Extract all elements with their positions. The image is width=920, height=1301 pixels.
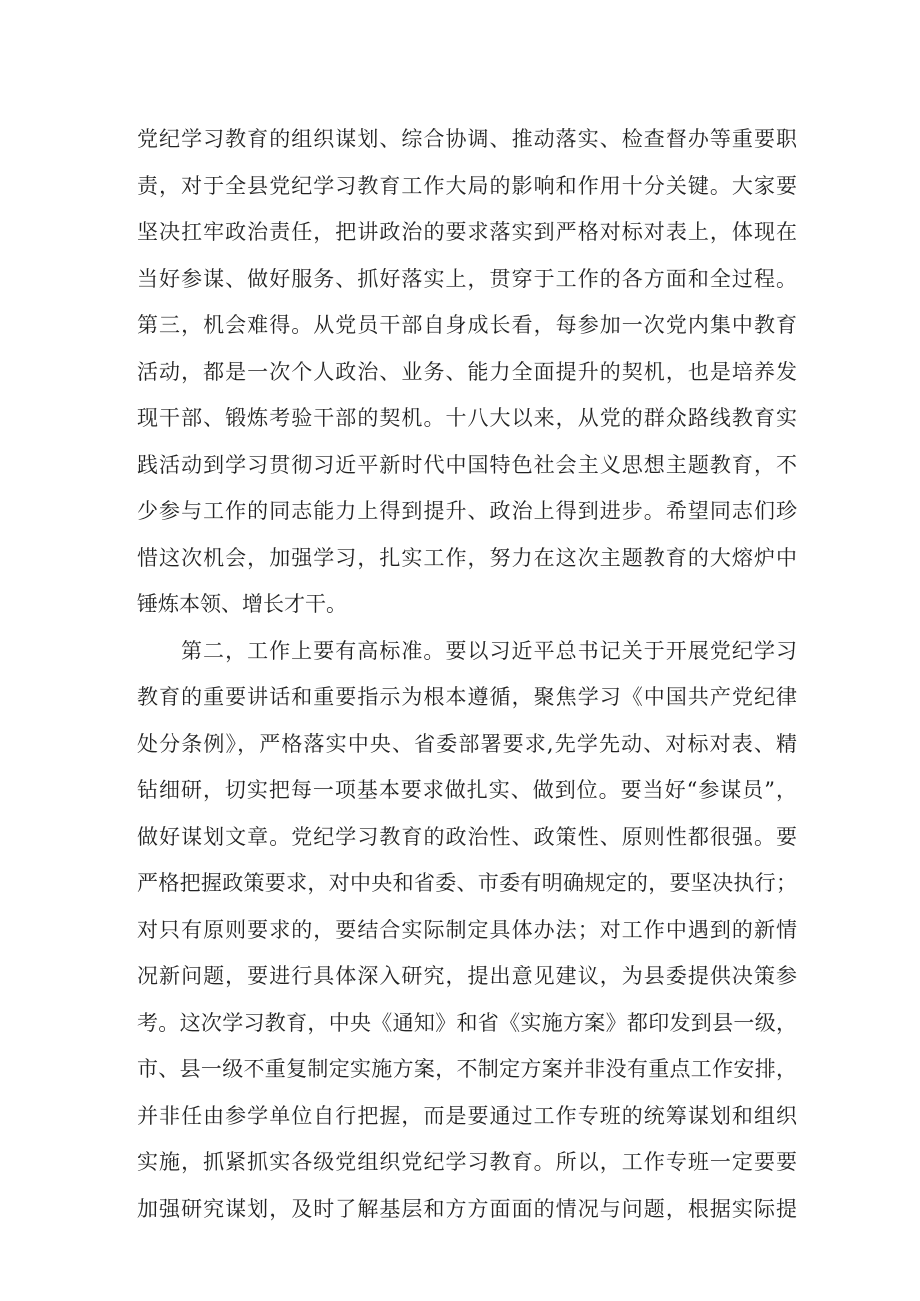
text-line: 并非任由参学单位自行把握，而是要通过工作专班的统筹谋划和组织 [137, 1103, 797, 1128]
paragraph-2 [137, 628, 797, 1233]
text-line: 市、县一级不重复制定实施方案，不制定方案并非没有重点工作安排， [137, 1057, 797, 1081]
text-line: 教育的重要讲话和重要指示为根本遵循，聚焦学习《中国共产党纪律 [137, 685, 797, 709]
text-line: 实施，抓紧抓实各级党组织党纪学习教育。所以，工作专班一定要要 [137, 1150, 797, 1174]
text-line: 当好参谋、做好服务、抓好落实上，贯穿于工作的各方面和全过程。 [137, 266, 797, 291]
text-line: 对只有原则要求的，要结合实际制定具体办法；对工作中遇到的新情 [137, 917, 797, 942]
text-line: 践活动到学习贯彻习近平新时代中国特色社会主义思想主题教育，不 [137, 452, 797, 477]
text-line: 处分条例》，严格落实中央、省委部署要求,先学先动、对标对表、精 [137, 731, 797, 756]
text-line: 活动，都是一次个人政治、业务、能力全面提升的契机，也是培养发 [137, 359, 797, 384]
document-body [137, 116, 797, 1232]
paragraph-1 [137, 116, 797, 628]
text-line: 第二，工作上要有高标准。要以习近平总书记关于开展党纪学习 [181, 638, 797, 663]
text-line: 惜这次机会，加强学习，扎实工作，努力在这次主题教育的大熔炉中 [137, 545, 797, 570]
text-line: 坚决扛牢政治责任，把讲政治的要求落实到严格对标对表上，体现在 [137, 220, 797, 244]
text-line: 考。这次学习教育，中央《通知》和省《实施方案》都印发到县一级， [137, 1010, 797, 1035]
text-line: 况新问题，要进行具体深入研究，提出意见建议，为县委提供决策参 [137, 964, 797, 988]
text-line: 加强研究谋划，及时了解基层和方方面面的情况与问题，根据实际提 [137, 1196, 797, 1221]
text-line: 做好谋划文章。党纪学习教育的政治性、政策性、原则性都很强。要 [137, 824, 797, 849]
text-line: 钻细研，切实把每一项基本要求做扎实、做到位。要当好“参谋员”， [137, 778, 797, 802]
text-line: 现干部、锻炼考验干部的契机。十八大以来，从党的群众路线教育实 [137, 406, 797, 430]
text-line: 党纪学习教育的组织谋划、综合协调、推动落实、检查督办等重要职 [137, 127, 797, 151]
text-line: 少参与工作的同志能力上得到提升、政治上得到进步。希望同志们珍 [137, 499, 797, 523]
text-line: 严格把握政策要求，对中央和省委、市委有明确规定的，要坚决执行； [137, 871, 797, 895]
text-line: 第三，机会难得。从党员干部自身成长看，每参加一次党内集中教育 [137, 313, 797, 337]
text-line: 责，对于全县党纪学习教育工作大局的影响和作用十分关键。大家要 [137, 173, 797, 198]
text-line: 锤炼本领、增长才干。 [137, 592, 347, 616]
